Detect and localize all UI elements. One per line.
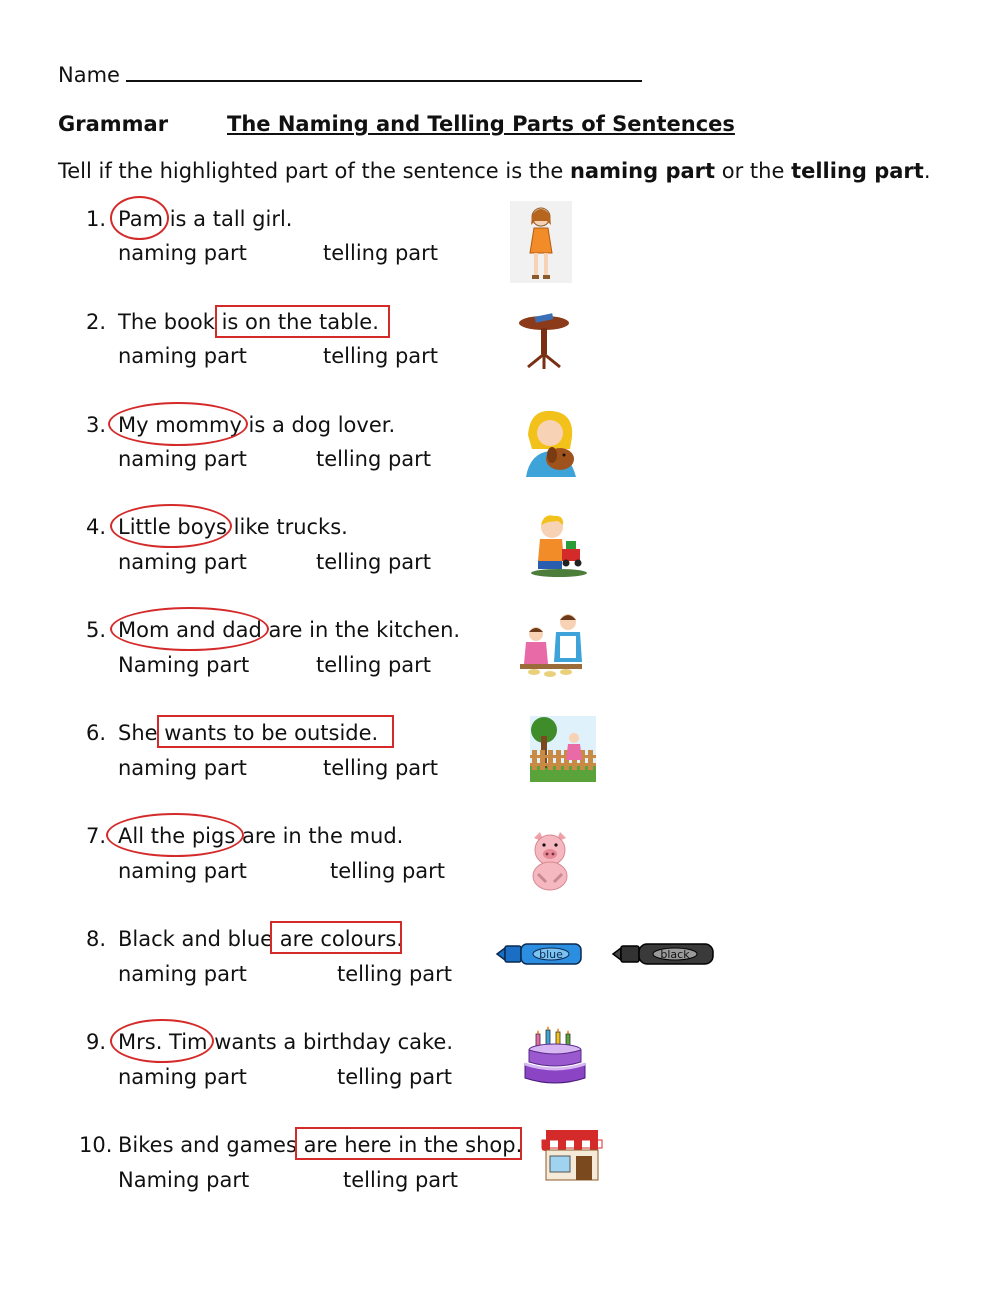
name-label: Name bbox=[58, 63, 120, 87]
option-telling-part[interactable]: telling part bbox=[316, 653, 432, 677]
instructions-naming-part: naming part bbox=[569, 159, 716, 183]
question-number: 6. bbox=[86, 721, 107, 745]
black-marker-label: black bbox=[660, 948, 690, 961]
question-number: 1. bbox=[86, 207, 107, 231]
highlight-box bbox=[157, 715, 394, 748]
option-telling-part[interactable]: telling part bbox=[316, 550, 432, 574]
option-telling-part[interactable]: telling part bbox=[316, 447, 432, 471]
woman-with-dog-icon bbox=[520, 405, 582, 477]
option-naming-part[interactable]: naming part bbox=[118, 756, 247, 780]
subject-label: Grammar bbox=[58, 112, 169, 136]
instructions-text-end: . bbox=[923, 159, 931, 183]
highlight-box bbox=[295, 1127, 522, 1160]
highlight-oval bbox=[108, 402, 248, 446]
question-sentence: The book is on the table. bbox=[118, 310, 379, 334]
option-telling-part[interactable]: telling part bbox=[323, 241, 439, 265]
highlight-oval bbox=[110, 1019, 214, 1063]
boy-with-truck-icon bbox=[528, 513, 590, 577]
option-telling-part[interactable]: telling part bbox=[337, 1065, 453, 1089]
question-sentence: All the pigs are in the mud. bbox=[118, 824, 404, 848]
option-naming-part[interactable]: naming part bbox=[118, 859, 247, 883]
highlight-box bbox=[270, 921, 402, 954]
option-telling-part[interactable]: telling part bbox=[343, 1168, 459, 1192]
option-naming-part[interactable]: naming part bbox=[118, 1065, 247, 1089]
worksheet-title: The Naming and Telling Parts of Sentences bbox=[227, 112, 735, 136]
family-kitchen-icon bbox=[516, 612, 588, 680]
blue-marker-label: blue bbox=[539, 948, 563, 961]
girl-outside-icon bbox=[530, 716, 596, 782]
instructions-text-start: Tell if the highlighted part of the sentence is the bbox=[58, 159, 570, 183]
instructions bbox=[58, 158, 931, 184]
option-telling-part[interactable]: telling part bbox=[323, 344, 439, 368]
question-sentence: My mommy is a dog lover. bbox=[118, 413, 396, 437]
instructions-telling-part: telling part bbox=[791, 159, 924, 183]
option-naming-part[interactable]: naming part bbox=[118, 241, 247, 265]
question-number: 7. bbox=[86, 824, 107, 848]
question-number: 8. bbox=[86, 927, 107, 951]
question-sentence: Bikes and games are here in the shop. bbox=[118, 1133, 523, 1157]
highlight-box bbox=[215, 305, 390, 338]
highlight-oval bbox=[106, 813, 244, 857]
markers-icon bbox=[495, 940, 717, 968]
question-sentence: She wants to be outside. bbox=[118, 721, 379, 745]
highlight-oval bbox=[110, 196, 169, 240]
question-sentence: Black and blue are colours. bbox=[118, 927, 404, 951]
question-number: 3. bbox=[86, 413, 107, 437]
option-naming-part[interactable]: naming part bbox=[118, 550, 247, 574]
instructions-text-mid: or the bbox=[715, 159, 792, 183]
birthday-cake-icon bbox=[522, 1026, 588, 1090]
option-naming-part[interactable]: naming part bbox=[118, 344, 247, 368]
name-blank-line[interactable] bbox=[126, 62, 642, 82]
shop-icon bbox=[540, 1128, 604, 1182]
option-naming-part[interactable]: naming part bbox=[118, 962, 247, 986]
question-number: 4. bbox=[86, 515, 107, 539]
question-number: 9. bbox=[86, 1030, 107, 1054]
option-naming-part[interactable]: naming part bbox=[118, 447, 247, 471]
option-naming-part[interactable]: Naming part bbox=[118, 653, 250, 677]
option-telling-part[interactable]: telling part bbox=[330, 859, 446, 883]
option-telling-part[interactable]: telling part bbox=[323, 756, 439, 780]
question-number: 5. bbox=[86, 618, 107, 642]
option-telling-part[interactable]: telling part bbox=[337, 962, 453, 986]
name-row bbox=[58, 62, 642, 88]
question-sentence: Pam is a tall girl. bbox=[118, 207, 293, 231]
question-sentence: Little boys like trucks. bbox=[118, 515, 348, 539]
question-number: 2. bbox=[86, 310, 107, 334]
table-icon bbox=[516, 311, 572, 371]
highlight-oval bbox=[110, 504, 232, 548]
pig-icon bbox=[526, 830, 574, 892]
highlight-oval bbox=[110, 607, 269, 651]
girl-icon bbox=[510, 201, 572, 283]
option-naming-part[interactable]: Naming part bbox=[118, 1168, 250, 1192]
question-sentence: Mrs. Tim wants a birthday cake. bbox=[118, 1030, 454, 1054]
question-number: 10. bbox=[79, 1133, 113, 1157]
question-sentence: Mom and dad are in the kitchen. bbox=[118, 618, 461, 642]
